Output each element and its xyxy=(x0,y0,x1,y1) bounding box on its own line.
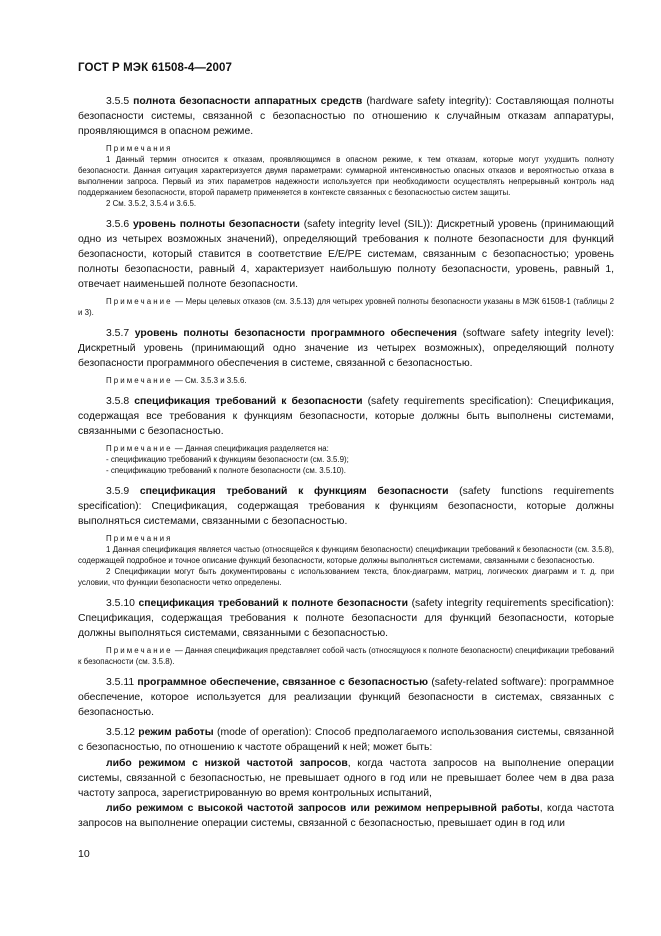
mode-high-demand xyxy=(78,801,614,831)
page-content xyxy=(78,94,614,831)
section-number: 3.5.10 xyxy=(106,598,135,609)
section-number: 3.5.7 xyxy=(106,328,130,339)
section-3-5-9 xyxy=(78,484,614,529)
section-number: 3.5.11 xyxy=(106,677,135,689)
mode-low-demand xyxy=(78,756,614,801)
definition: (safety integrity level (SIL)): Дискретный уровень (принимающий одно из четырех возможных значений), определяющий требования к полноте безопасности для функций безопасности, который ставится в соответствие E/E/PE системам, связанным с безопасностью; уровень полноты безопасности, равный 4, характеризует наибольшую полноту безопасности, уровень, равный 1, отвечает наименьшей полноте безопасности. xyxy=(78,218,614,291)
page-number: 10 xyxy=(78,848,90,860)
definition: (safety integrity requirements specification): Спецификация, содержащая требования к полноте безопасности для функций безопасности, которые должны выполняться системами, связанными с безопасностью. xyxy=(78,598,615,640)
note-3-5-6 xyxy=(78,297,614,319)
note-1: 1 Данный термин относится к отказам, проявляющимся в опасном режиме, к тем отказам, которые могут ухудшить полноту безопасности. Данная ситуация характеризуется двумя параметрами: суммарной интенсивностью опасных отказов и вероятностью отказа в выполнении запроса. Первый из этих параметров надежности используется при необходимости осуществлять непрерывный контроль над поддержанием безопасности, второй параметр применяется в контексте связанных с безопасностью систем защиты. xyxy=(78,155,614,197)
term: спецификация требований к безопасности xyxy=(134,396,363,408)
section-3-5-10 xyxy=(78,596,614,641)
notes-heading: Примечания xyxy=(106,144,173,154)
section-3-5-5 xyxy=(78,94,614,139)
section-3-5-7 xyxy=(78,326,614,371)
note-3-5-10 xyxy=(78,646,614,668)
definition: (mode of operation): Способ предполагаемого использования системы, связанной с безопасностью, по отношению к частоте обращений к ней; может быть: xyxy=(78,727,614,754)
note-text: — См. 3.5.3 и 3.5.6. xyxy=(172,376,247,386)
definition: , когда частота запросов на выполнение операции системы, связанной с безопасностью, не превышает одного в год или не превышает более чем в два раза частоту запроса, зарегистрированную во время контрольных испытаний, xyxy=(78,757,614,799)
notes-heading: Примечания xyxy=(106,534,173,544)
note-2: 2 Спецификации могут быть документированы с использованием текста, блок-диаграмм, матриц, логических диаграмм и т. д. при условии, что функции безопасности четко определены. xyxy=(78,567,614,588)
note-3-5-8 xyxy=(78,444,614,477)
note-text: — Данная спецификация разделяется на: xyxy=(172,444,329,454)
definition: , когда частота запросов на выполнение операции системы, связанной с безопасностью, превышает один в год или xyxy=(78,802,614,829)
section-number: 3.5.9 xyxy=(106,486,130,498)
section-number: 3.5.5 xyxy=(106,96,130,107)
note-2: 2 См. 3.5.2, 3.5.4 и 3.6.5. xyxy=(106,198,197,208)
note-dash-item: - спецификацию требований к функциям безопасности (см. 3.5.9); xyxy=(106,455,349,465)
section-number: 3.5.12 xyxy=(106,727,135,739)
note-text: — Данная спецификация представляет собой часть (относящуюся к полноте безопасности) спецификации требований к безопасности (см. 3.5.8). xyxy=(78,646,614,667)
section-number: 3.5.6 xyxy=(106,218,130,230)
term: режим работы xyxy=(138,727,214,739)
note-label: Примечание xyxy=(106,376,173,386)
term: либо режимом с высокой частотой запросов или режимом непрерывной работы xyxy=(106,802,540,814)
term: программное обеспечение, связанное с безопасностью xyxy=(137,677,429,689)
section-3-5-8 xyxy=(78,394,614,439)
document-header: ГОСТ Р МЭК 61508-4—2007 xyxy=(78,62,232,74)
term: спецификация требований к полноте безопасности xyxy=(138,598,408,609)
term: спецификация требований к функциям безопасности xyxy=(139,486,449,498)
note-dash-item: - спецификацию требований к полноте безопасности (см. 3.5.10). xyxy=(106,466,347,476)
term: уровень полноты безопасности программного обеспечения xyxy=(134,328,457,339)
notes-3-5-5 xyxy=(78,144,614,209)
note-label: Примечание xyxy=(106,297,173,307)
note-1: 1 Данная спецификация является частью (относящейся к функциям безопасности) спецификации требований к безопасности (см. 3.5.8), содержащей подробное и точное описание функций безопасности, которые должны выполняться системами, связанными с безопасностью. xyxy=(78,545,614,566)
definition: (hardware safety integrity): Составляющая полноты безопасности системы, связанной с безопасностью по отношению к случайным отказам аппаратуры, проявляющимся в опасном режиме. xyxy=(78,96,614,138)
note-3-5-7 xyxy=(78,376,614,387)
note-label: Примечание xyxy=(106,444,173,454)
notes-3-5-9 xyxy=(78,534,614,589)
term: полнота безопасности аппаратных средств xyxy=(133,96,363,107)
term: либо режимом с низкой частотой запросов xyxy=(106,757,348,769)
section-3-5-11 xyxy=(78,675,614,720)
note-label: Примечание xyxy=(106,646,173,656)
section-3-5-6 xyxy=(78,217,614,292)
definition: (software safety integrity level): Дискретный уровень (принимающий одно значение из четырех возможных), определяющий полноту безопасности программного обеспечения в системе, связанной с безопасностью. xyxy=(78,328,614,370)
definition: (safety requirements specification): Спецификация, содержащая все требования к функциям безопасности, которые должны быть выполнены системами, связанными с безопасностью. xyxy=(78,396,615,438)
section-number: 3.5.8 xyxy=(106,396,130,408)
term: уровень полноты безопасности xyxy=(132,218,300,230)
section-3-5-12 xyxy=(78,725,614,755)
note-text: — Меры целевых отказов (см. 3.5.13) для четырех уровней полноты безопасности указаны в МЭК 61508-1 (таблицы 2 и 3). xyxy=(78,297,614,318)
definition: (safety-related software): программное обеспечение, которое используется для реализации функций безопасности в системах, связанных с безопасностью. xyxy=(78,677,615,719)
definition: (safety functions requirements specification): Спецификация, содержащая требования к функциям безопасности, которые должны выполняться системами, связанными с безопасностью. xyxy=(78,486,614,528)
